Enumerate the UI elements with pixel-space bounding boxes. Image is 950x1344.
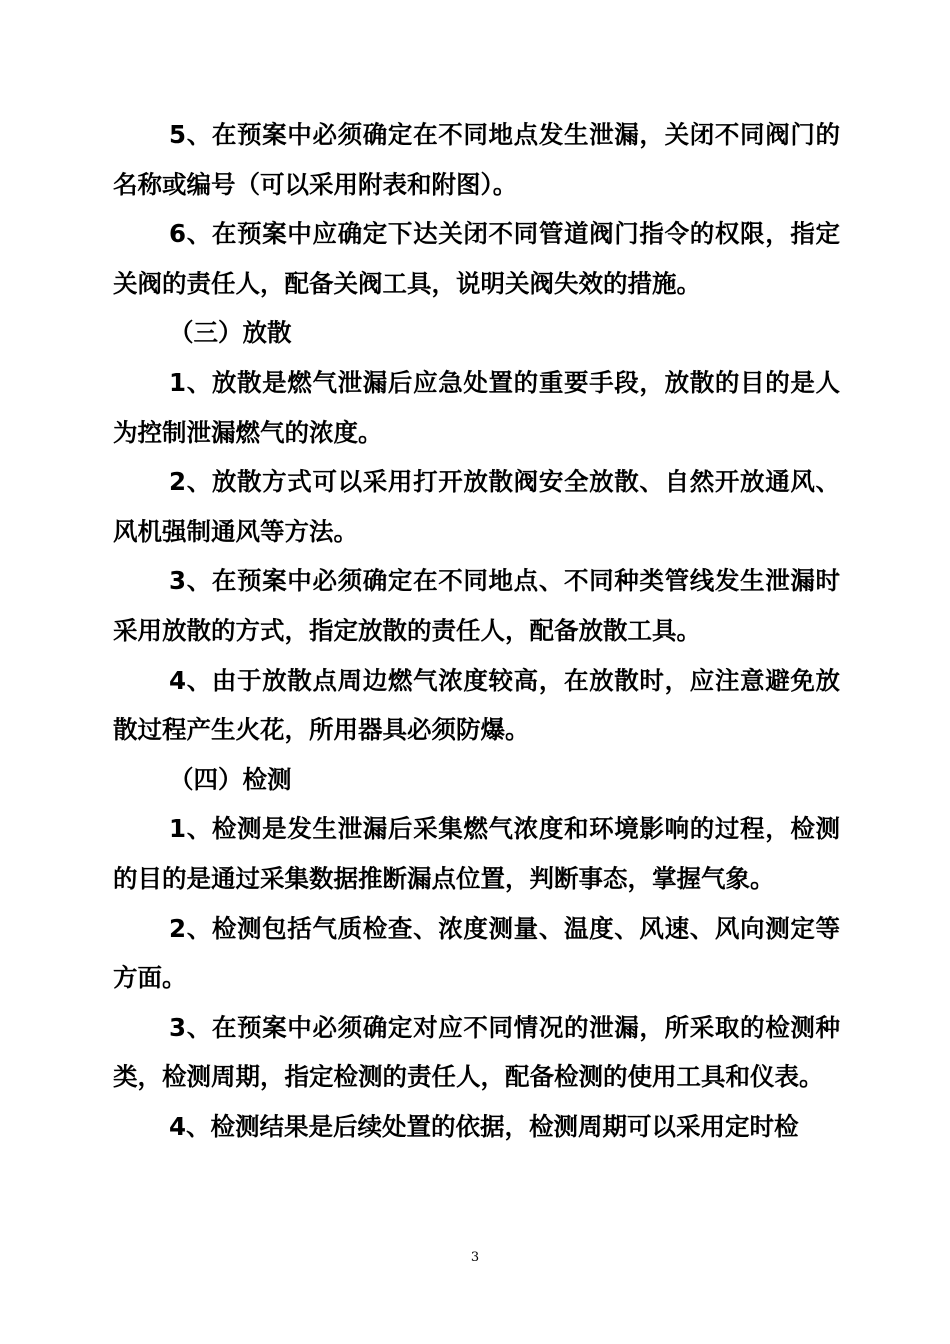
section-heading-venting: （三）放散 [169,318,292,348]
paragraph-detection-1: 1、检测是发生泄漏后采集燃气浓度和环境影响的过程，检测的目的是通过采集数据推断漏点位置，判断事态，掌握气象。 [113,814,840,893]
document-body [113,110,840,1151]
paragraph-venting-1: 1、放散是燃气泄漏后应急处置的重要手段，放散的目的是人为控制泄漏燃气的浓度。 [113,367,840,447]
paragraph-item-5-valve-names: 5、在预案中必须确定在不同地点发生泄漏，关闭不同阀门的名称或编号（可以采用附表和附图）。 [113,120,840,199]
section-heading-detection: （四）检测 [169,764,292,794]
page-number: 3 [470,1250,480,1265]
paragraph-venting-2: 2、放散方式可以采用打开放散阀安全放散、自然开放通风、风机强制通风等方法。 [113,467,840,546]
paragraph-detection-2: 2、检测包括气质检查、浓度测量、温度、风速、风向测定等方面。 [113,913,840,993]
paragraph-venting-4: 4、由于放散点周边燃气浓度较高，在放散时，应注意避免放散过程产生火花，所用器具必须防爆。 [113,665,840,745]
paragraph-detection-3: 3、在预案中必须确定对应不同情况的泄漏，所采取的检测种类，检测周期，指定检测的责任人，配备检测的使用工具和仪表。 [113,1012,840,1092]
paragraph-venting-3: 3、在预案中必须确定在不同地点、不同种类管线发生泄漏时采用放散的方式，指定放散的责任人，配备放散工具。 [113,566,840,645]
paragraph-detection-4: 4、检测结果是后续处置的依据，检测周期可以采用定时检 [169,1111,799,1141]
paragraph-item-6-valve-authority: 6、在预案中应确定下达关闭不同管道阀门指令的权限，指定关阀的责任人，配备关阀工具，说明关阀失效的措施。 [113,219,840,298]
